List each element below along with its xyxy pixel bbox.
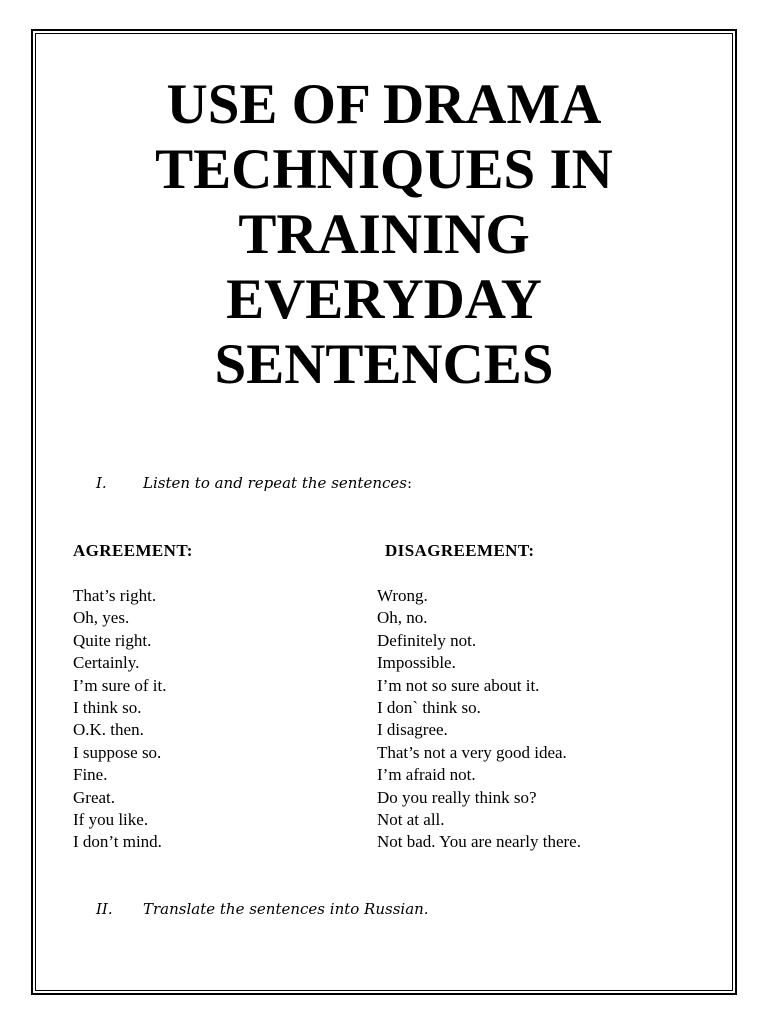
agreement-phrase: I suppose so.	[73, 742, 162, 762]
task-text-2: Translate the sentences into Russian.	[143, 900, 429, 918]
disagreement-phrase: I don` think so.	[377, 698, 481, 718]
task-number-1: I.	[96, 474, 107, 492]
disagreement-phrase: Oh, no.	[377, 608, 428, 628]
document-title	[60, 72, 708, 397]
disagreement-phrase: I’m afraid not.	[377, 765, 476, 785]
agreement-heading: AGREEMENT:	[73, 541, 193, 560]
task-instruction-2	[96, 899, 429, 919]
agreement-phrase: O.K. then.	[73, 720, 144, 740]
title-line-4: EVERYDAY	[226, 268, 542, 331]
agreement-phrase: If you like.	[73, 810, 149, 830]
disagreement-phrase: Do you really think so?	[377, 787, 537, 807]
title-line-5: SENTENCES	[214, 333, 554, 396]
disagreement-phrase: Impossible.	[377, 653, 456, 673]
disagreement-heading: DISAGREEMENT:	[385, 541, 535, 560]
disagreement-phrase: Wrong.	[377, 586, 428, 605]
disagreement-phrase: Definitely not.	[377, 630, 477, 650]
disagreement-phrase: Not bad. You are nearly there.	[377, 832, 581, 852]
disagreement-phrase: I disagree.	[377, 720, 448, 740]
agreement-phrase: I don’t mind.	[73, 832, 162, 852]
agreement-phrase: Oh, yes.	[73, 608, 130, 628]
task-number-2: II.	[96, 900, 113, 918]
disagreement-phrase: That’s not a very good idea.	[377, 742, 567, 762]
disagreement-phrase: I’m not so sure about it.	[377, 675, 540, 695]
title-line-1: USE OF DRAMA	[166, 73, 602, 136]
task-suffix-1: :	[406, 474, 413, 492]
agreement-list	[73, 585, 166, 854]
title-line-3: TRAINING	[238, 203, 530, 266]
agreement-phrase: Fine.	[73, 765, 108, 785]
agreement-phrase: Great.	[73, 787, 116, 807]
agreement-phrase: I think so.	[73, 698, 142, 718]
task-text-1: Listen to and repeat the sentences	[143, 474, 407, 492]
agreement-phrase: Quite right.	[73, 630, 152, 650]
disagreement-phrase: Not at all.	[377, 810, 445, 830]
agreement-phrase: That’s right.	[73, 586, 157, 605]
agreement-phrase: I’m sure of it.	[73, 675, 167, 695]
disagreement-list	[377, 585, 581, 854]
title-line-2: TECHNIQUES IN	[155, 138, 613, 201]
agreement-phrase: Certainly.	[73, 653, 140, 673]
task-instruction-1	[96, 473, 412, 493]
